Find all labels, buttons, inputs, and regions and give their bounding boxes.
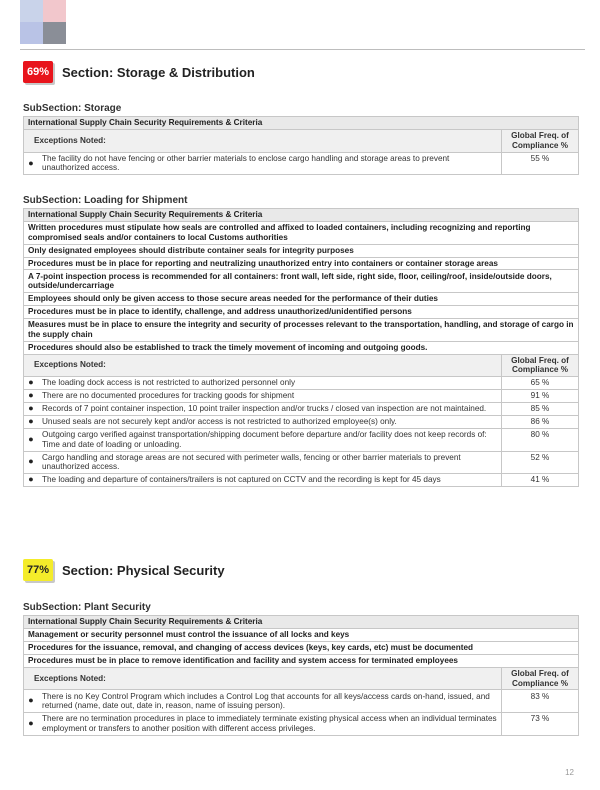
exception-text: There is no Key Control Program which includes a Control Log that accounts for all keys/access cards on-hand, issued, and returned (name, date out, date in, reason, name of issuing person). bbox=[38, 690, 502, 713]
bullet-icon: ● bbox=[24, 152, 39, 175]
bullet-icon: ● bbox=[24, 690, 39, 713]
criteria-table bbox=[23, 116, 579, 175]
subsection-storage bbox=[23, 102, 579, 175]
compliance-value: 85 % bbox=[502, 403, 579, 416]
compliance-value: 86 % bbox=[502, 415, 579, 428]
section-score-badge: 69% bbox=[23, 61, 53, 83]
section-header-physical-security bbox=[23, 556, 225, 584]
exception-text: Unused seals are not securely kept and/or access is not restricted to authorized employee(s) only. bbox=[38, 415, 502, 428]
bullet-icon: ● bbox=[24, 377, 39, 390]
requirement-row: A 7-point inspection process is recommended for all containers: front wall, left side, right side, floor, ceiling/roof, inside/outside doors, outside/undercarriage bbox=[24, 270, 579, 293]
exception-text: There are no documented procedures for tracking goods for shipment bbox=[38, 390, 502, 403]
subsection-plant-security bbox=[23, 601, 579, 736]
bullet-icon: ● bbox=[24, 403, 39, 416]
bullet-icon: ● bbox=[24, 713, 39, 736]
compliance-value: 52 % bbox=[502, 451, 579, 474]
subsection-title: SubSection: Loading for Shipment bbox=[23, 195, 188, 206]
compliance-value: 91 % bbox=[502, 390, 579, 403]
exception-row bbox=[24, 403, 579, 416]
requirement-row: Only designated employees should distribute container seals for integrity purposes bbox=[24, 244, 579, 257]
requirement-row: Procedures must be in place for reporting and neutralizing unauthorized entry into containers or container storage areas bbox=[24, 257, 579, 270]
compliance-value: 55 % bbox=[502, 152, 579, 175]
exception-text: The loading and departure of containers/trailers is not captured on CCTV and the recording is kept for 45 days bbox=[38, 474, 502, 487]
table-header: International Supply Chain Security Requirements & Criteria bbox=[24, 117, 579, 130]
subsection-loading-for-shipment bbox=[23, 194, 579, 487]
bullet-icon: ● bbox=[24, 390, 39, 403]
compliance-column-header: Global Freq. of Compliance % bbox=[502, 354, 579, 377]
section-title: Section: Physical Security bbox=[62, 562, 225, 578]
company-logo bbox=[20, 0, 66, 44]
exception-row bbox=[24, 474, 579, 487]
exception-row bbox=[24, 377, 579, 390]
exception-row bbox=[24, 415, 579, 428]
exception-row bbox=[24, 390, 579, 403]
table-header: International Supply Chain Security Requirements & Criteria bbox=[24, 616, 579, 629]
requirement-row: Procedures must be in place to identify, challenge, and address unauthorized/unidentified persons bbox=[24, 306, 579, 319]
compliance-value: 83 % bbox=[502, 690, 579, 713]
exception-row bbox=[24, 451, 579, 474]
page-number: 12 bbox=[565, 768, 574, 777]
exception-text: Cargo handling and storage areas are not secured with perimeter walls, fencing or other barrier materials to prevent unauthorized access. bbox=[38, 451, 502, 474]
exception-row bbox=[24, 152, 579, 175]
table-header: International Supply Chain Security Requirements & Criteria bbox=[24, 209, 579, 222]
bullet-icon: ● bbox=[24, 451, 39, 474]
exception-text: The loading dock access is not restricted to authorized personnel only bbox=[38, 377, 502, 390]
criteria-table bbox=[23, 208, 579, 487]
exception-row bbox=[24, 690, 579, 713]
compliance-value: 80 % bbox=[502, 428, 579, 451]
exception-row bbox=[24, 428, 579, 451]
compliance-column-header: Global Freq. of Compliance % bbox=[502, 667, 579, 690]
exception-text: Records of 7 point container inspection, 10 point trailer inspection and/or trucks / closed van inspection are not maintained. bbox=[38, 403, 502, 416]
section-title: Section: Storage & Distribution bbox=[62, 64, 255, 80]
criteria-table bbox=[23, 615, 579, 736]
section-score-badge: 77% bbox=[23, 559, 53, 581]
exceptions-noted-header: Exceptions Noted: bbox=[24, 354, 502, 377]
requirement-row: Procedures for the issuance, removal, and changing of access devices (keys, key cards, etc) must be documented bbox=[24, 641, 579, 654]
bullet-icon: ● bbox=[24, 428, 39, 451]
exceptions-noted-header: Exceptions Noted: bbox=[24, 667, 502, 690]
section-header-storage-distribution bbox=[23, 58, 255, 86]
requirement-row: Measures must be in place to ensure the integrity and security of processes relevant to the transportation, handling, and storage of cargo in the supply chain bbox=[24, 318, 579, 341]
subsection-title: SubSection: Storage bbox=[23, 103, 122, 114]
requirement-row: Employees should only be given access to those secure areas needed for the performance of their duties bbox=[24, 293, 579, 306]
exceptions-noted-header: Exceptions Noted: bbox=[24, 129, 502, 152]
compliance-value: 65 % bbox=[502, 377, 579, 390]
exception-text: The facility do not have fencing or other barrier materials to enclose cargo handling and storage areas to prevent unauthorized access. bbox=[38, 152, 502, 175]
exception-text: Outgoing cargo verified against transportation/shipping document before departure and/or facility does not keep records of: Time and date of loading or unloading. bbox=[38, 428, 502, 451]
header-divider bbox=[20, 49, 585, 50]
exception-row bbox=[24, 713, 579, 736]
bullet-icon: ● bbox=[24, 415, 39, 428]
requirement-row: Written procedures must stipulate how seals are controlled and affixed to loaded containers, including recognizing and reporting compromised seals and/or containers to local Customs authorities bbox=[24, 221, 579, 244]
compliance-value: 73 % bbox=[502, 713, 579, 736]
exception-text: There are no termination procedures in place to immediately terminate existing physical access when an individual terminates employment or transfers to another position with different access privileges. bbox=[38, 713, 502, 736]
compliance-value: 41 % bbox=[502, 474, 579, 487]
bullet-icon: ● bbox=[24, 474, 39, 487]
subsection-title: SubSection: Plant Security bbox=[23, 602, 151, 613]
requirement-row: Procedures should also be established to track the timely movement of incoming and outgoing goods. bbox=[24, 341, 579, 354]
compliance-column-header: Global Freq. of Compliance % bbox=[502, 129, 579, 152]
requirement-row: Procedures must be in place to remove identification and facility and system access for terminated employees bbox=[24, 654, 579, 667]
requirement-row: Management or security personnel must control the issuance of all locks and keys bbox=[24, 628, 579, 641]
